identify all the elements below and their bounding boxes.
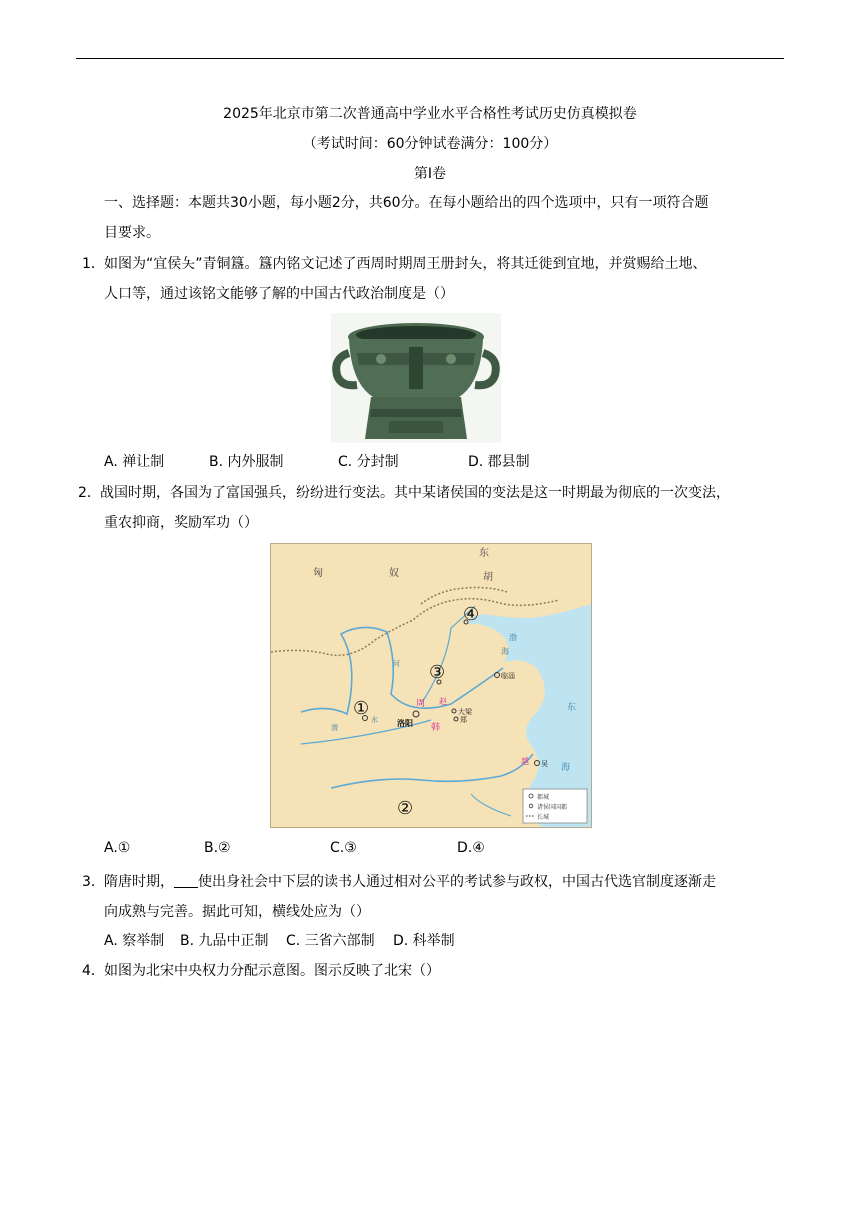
map-state-han: 韩	[431, 723, 441, 733]
q3-text-line1	[104, 872, 716, 892]
map-city-zheng: 郑	[460, 716, 467, 724]
q3-text-line1-a: 隋唐时期，	[104, 874, 174, 890]
exam-title: 2025年北京市第二次普通高中学业水平合格性考试历史仿真模拟卷	[223, 106, 637, 122]
map-city-daliang: 大梁	[458, 708, 472, 716]
map-city-linzi: 临淄	[501, 672, 515, 680]
q1-text-line2: 人口等，通过该铭文能够了解的中国古代政治制度是（）	[104, 286, 454, 302]
warring-states-map	[270, 543, 592, 828]
q2-text-line2: 重农抑商，奖励军功（）	[104, 515, 258, 531]
map-legend-wall: 长城	[537, 814, 550, 821]
q3-option-b: B. 九品中正制	[180, 933, 269, 949]
map-label-he: 河	[393, 660, 400, 668]
map-label-hai2: 海	[561, 763, 571, 773]
map-legend-state-capital: 诸侯国国都	[537, 804, 568, 811]
map-legend-capital: 都城	[537, 794, 550, 801]
map-label-hai1: 海	[501, 647, 509, 656]
map-city-luoyang: 洛阳	[397, 719, 413, 728]
q1-option-b: B. 内外服制	[209, 454, 284, 470]
map-label-wei: 渭	[331, 724, 338, 732]
q2-option-b: B.②	[204, 840, 231, 856]
map-label-hu: 胡	[483, 572, 493, 583]
q1-option-d: D. 郡县制	[468, 454, 530, 470]
map-state-zhou: 周	[416, 699, 426, 709]
map-marker-3: ③	[429, 662, 446, 683]
q2-option-c: C.③	[330, 840, 357, 856]
bronze-gui-image	[331, 313, 501, 443]
q4-text-line1: 如图为北宋中央权力分配示意图。图示反映了北宋（）	[104, 963, 440, 979]
q2-option-a: A.①	[104, 840, 131, 856]
map-state-yue: 越	[521, 757, 529, 766]
q3-text-line2: 向成熟与完善。据此可知，横线处应为（）	[104, 904, 370, 920]
q1-option-c: C. 分封制	[338, 454, 399, 470]
q2-number: 2．	[78, 485, 101, 501]
exam-subtitle: （考试时间：60分钟试卷满分：100分）	[302, 136, 558, 152]
q3-answer-blank	[174, 873, 198, 888]
map-label-dong: 东	[479, 548, 489, 559]
q3-option-d: D. 科举制	[393, 933, 455, 949]
map-label-dong-sea: 东	[567, 703, 577, 713]
q1-text-line1: 如图为“宜侯夨”青铜簋。簋内铭文记述了西周时期周王册封夨，将其迁徙到宜地，并赏赐给土地、	[104, 256, 707, 272]
map-city-wu: 吴	[541, 760, 548, 768]
q3-text-line1-b: 使出身社会中下层的读书人通过相对公平的考试参与政权，中国古代选官制度逐渐走	[198, 874, 716, 890]
map-state-zhao: 赵	[439, 697, 447, 706]
section-intro-line2: 目要求。	[104, 225, 160, 241]
q2-option-d: D.④	[457, 840, 485, 856]
q2-text-line1: 战国时期，各国为了富国强兵，纷纷进行变法。其中某诸侯国的变法是这一时期最为彻底的一次变法，	[100, 485, 730, 501]
map-label-shui: 水	[371, 716, 378, 724]
q1-number: 1．	[82, 256, 105, 272]
map-label-xiong: 匈	[313, 568, 323, 579]
map-marker-2: ②	[397, 798, 414, 819]
q1-option-a: A. 禅让制	[104, 454, 165, 470]
map-label-bo: 渤	[509, 633, 517, 642]
map-marker-1: ①	[353, 698, 370, 719]
q4-number: 4．	[82, 963, 105, 979]
q3-option-c: C. 三省六部制	[286, 933, 375, 949]
q3-option-a: A. 察举制	[104, 933, 165, 949]
map-label-nu: 奴	[389, 568, 399, 579]
volume-label: 第I卷	[413, 166, 447, 182]
map-marker-4: ④	[463, 604, 480, 625]
q3-number: 3．	[82, 874, 105, 890]
section-intro-line1: 一、选择题：本题共30小题，每小题2分，共60分。在每小题给出的四个选项中，只有一项符合题	[104, 195, 709, 211]
header-rule	[76, 58, 784, 59]
